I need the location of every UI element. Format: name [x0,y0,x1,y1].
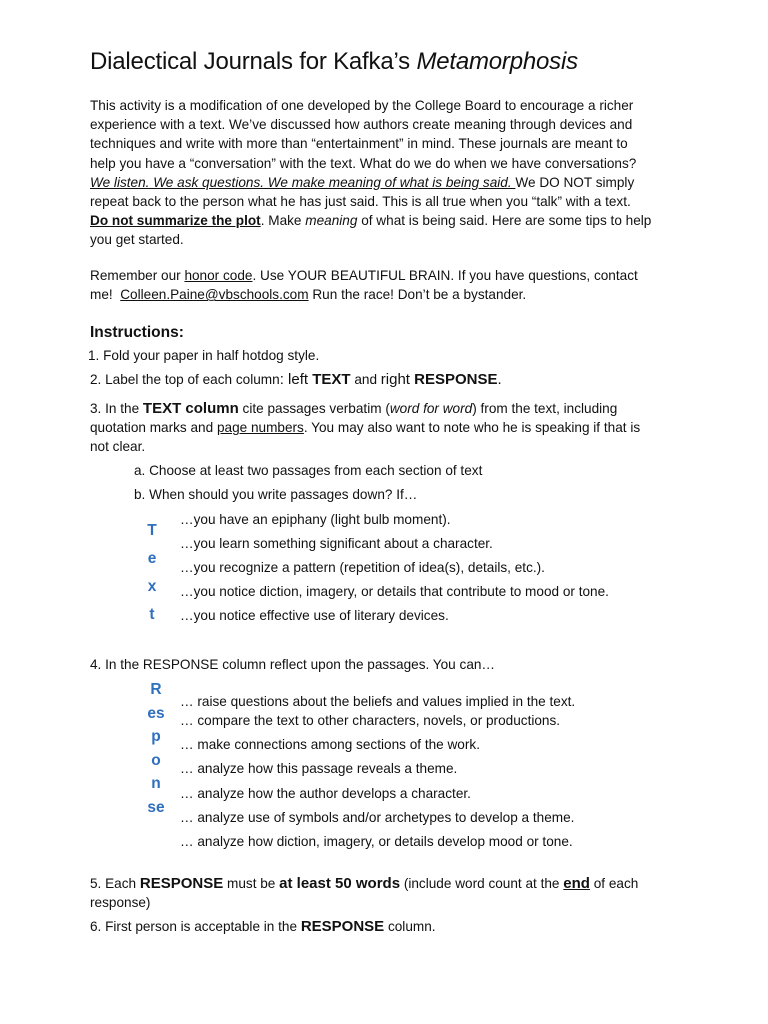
response-letter: p [151,728,161,745]
step-text: 3. In the [90,401,143,416]
intro-text: We DO NOT simply [515,174,635,190]
response-tip: … analyze how the author develops a character. [180,786,471,801]
intro-italic: meaning [305,213,358,229]
step-5-line: response) [90,895,151,911]
email-link[interactable]: Colleen.Paine@vbschools.com [120,287,309,303]
response-vertical-label [136,678,176,819]
honor-line [90,285,690,304]
step-bold: TEXT [312,371,351,388]
response-tip: … raise questions about the beliefs and values implied in the text. [180,694,576,709]
step-italic: word for word [389,401,473,416]
step-5-line [90,874,638,893]
response-letter: R [150,681,162,698]
step-3-line: not clear. [90,439,146,455]
text-letter: x [147,578,157,595]
step-bold: RESPONSE [300,918,385,935]
step-1: 1. Fold your paper in half hotdog style. [88,348,320,363]
step-text: 5. Each [90,876,140,891]
step-text: of each [589,876,639,891]
response-tip: … analyze how this passage reveals a theme. [180,761,458,776]
step-text: ) from the text, including [472,401,618,416]
text-tip: …you notice effective use of literary devices. [180,608,449,623]
step-text: cite passages verbatim ( [238,401,390,416]
text-letter: T [147,522,157,539]
step-3 [90,399,640,457]
step-text: and [350,372,381,387]
honor-code-underlined: honor code [184,268,253,283]
intro-text: . Make [260,213,306,229]
response-tip: … analyze how diction, imagery, or details develop mood or tone. [180,834,573,849]
step-text: 2. Label the top of each column [90,372,280,387]
step-3-sub-a: a. Choose at least two passages from each section of text [134,463,483,478]
step-underlined-bold: end [563,875,590,892]
step-text: : left [279,371,313,388]
intro-line: you get started. [90,232,184,248]
text-letter: e [147,550,157,567]
honor-text: Run the race! Don’t be a bystander. [308,287,527,303]
title-italic: Metamorphosis [416,48,578,75]
response-letter: n [151,775,161,792]
honor-text: . Use YOUR BEAUTIFUL BRAIN. If you have questions, contact [252,268,638,283]
intro-underlined-italic: We listen. We ask questions. We make meaning of what is being said. [90,174,516,190]
step-bold: at least 50 words [279,875,401,892]
honor-line [90,266,690,285]
intro-line [90,211,690,230]
step-underlined: page numbers [216,420,304,436]
step-text: column. [384,919,436,934]
step-text: right [380,371,415,388]
response-tip: … make connections among sections of the work. [180,737,480,752]
text-tip: …you recognize a pattern (repetition of idea(s), details, etc.). [180,560,545,575]
response-tip: … compare the text to other characters, novels, or productions. [180,713,561,728]
text-tip: …you learn something significant about a character. [180,536,493,551]
step-3-line [90,399,640,418]
response-letter: se [147,798,165,816]
response-letter: o [151,751,161,769]
step-bold: TEXT column [142,400,239,417]
text-vertical-label [132,517,172,629]
response-tip: … analyze use of symbols and/or archetypes to develop a theme. [180,810,575,825]
step-text: (include word count at the [400,876,564,891]
step-text: must be [223,876,280,891]
instructions-heading: Instructions: [90,324,184,341]
title-main: Dialectical Journals for Kafka’s [90,48,417,75]
step-text: quotation marks and [90,420,217,436]
step-4: 4. In the RESPONSE column reflect upon the passages. You can… [90,657,496,672]
text-tip: …you have an epiphany (light bulb moment). [180,512,451,527]
step-bold: RESPONSE [414,371,498,388]
intro-text: of what is being said. Here are some tips to help [357,213,652,229]
text-tip: …you notice diction, imagery, or details that contribute to mood or tone. [180,584,609,599]
intro-line: techniques and write with more than “entertainment” in mind. These journals are meant to [90,136,628,152]
honor-text: me! [90,287,121,303]
intro-underlined-bold: Do not summarize the plot [90,213,261,229]
step-3-sub-b: b. When should you write passages down? If… [134,487,418,502]
intro-line: This activity is a modification of one developed by the College Board to encourage a richer [90,98,634,113]
intro-line: experience with a text. We’ve discussed how authors create meaning through devices and [90,117,633,133]
step-5 [90,874,638,912]
honor-text: Remember our [90,268,185,283]
step-2 [90,370,502,389]
honor-paragraph [90,266,690,304]
intro-paragraph [90,96,690,250]
page-title [90,48,578,76]
step-6 [90,917,436,936]
intro-line: help you have a “conversation” with the text. What do we do when we have conversations? [90,155,637,171]
step-3-line [90,418,640,437]
step-text: . You may also want to note who he is speaking if that is [303,420,641,436]
intro-line [90,173,690,192]
step-text: 6. First person is acceptable in the [90,919,301,934]
step-bold: RESPONSE [139,875,224,892]
intro-line: repeat back to the person what he has just said. This is all true when you “talk” with a text. [90,193,631,209]
text-letter: t [149,606,155,623]
response-letter: es [147,704,165,722]
step-text: . [497,371,502,388]
